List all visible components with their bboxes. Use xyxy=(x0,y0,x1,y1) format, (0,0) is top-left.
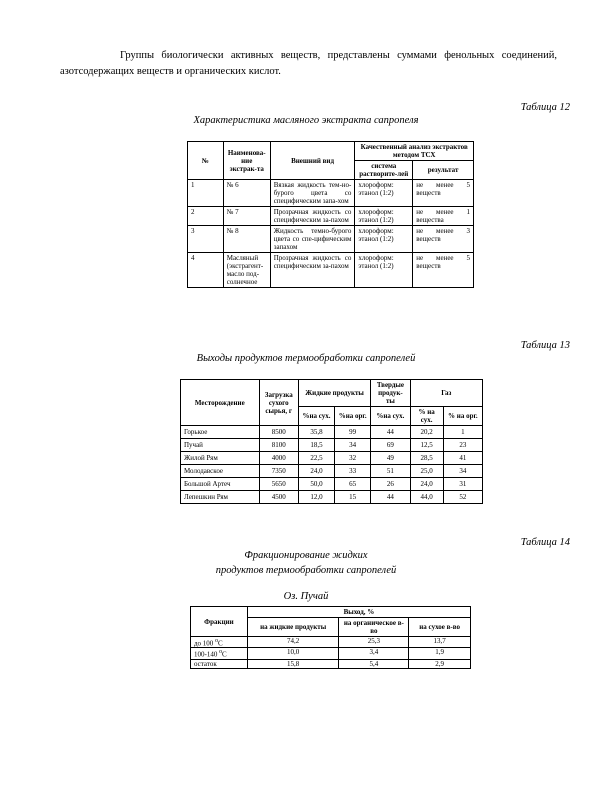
t12-cell-name: Масляный (экстрагент-масло под-солнечное xyxy=(223,253,270,288)
t13-cell-gas-dry: 24,0 xyxy=(410,478,443,491)
t13-cell-liquid-dry: 35,8 xyxy=(298,426,334,439)
t12-cell-appearance: Жидкость темно-бурого цвета со спе-цифическим запахом xyxy=(270,226,355,253)
t13-cell-load: 8100 xyxy=(259,439,298,452)
t14-header-organic: на органическое в-во xyxy=(339,618,409,637)
t13-header-solid: Твердые продук-ты xyxy=(371,380,410,407)
t13-cell-deposit: Лепешкин Рям xyxy=(181,491,260,504)
t13-cell-load: 4500 xyxy=(259,491,298,504)
t13-header-deposit: Месторождение xyxy=(181,380,260,426)
t13-cell-gas-dry: 12,5 xyxy=(410,439,443,452)
t13-cell-deposit: Горькое xyxy=(181,426,260,439)
t13-cell-liquid-dry: 50,0 xyxy=(298,478,334,491)
t13-cell-gas-dry: 44,0 xyxy=(410,491,443,504)
t13-cell-liquid-org: 15 xyxy=(335,491,371,504)
t13-cell-liquid-org: 65 xyxy=(335,478,371,491)
t13-header-pct-dry-solid: %на сух. xyxy=(371,407,410,426)
t12-header-name: Наименова-ние экстрак-та xyxy=(223,142,270,180)
table-row xyxy=(188,253,474,288)
t13-cell-load: 4000 xyxy=(259,452,298,465)
t14-cell-liquid: 74,2 xyxy=(247,637,339,648)
t13-cell-liquid-dry: 22,5 xyxy=(298,452,334,465)
table13-label: Таблица 13 xyxy=(520,340,570,351)
t13-cell-deposit: Молодавское xyxy=(181,465,260,478)
t12-header-analysis: Качественный анализ экстрактов методом ТСХ xyxy=(355,142,474,161)
t14-header-yield: Выход, % xyxy=(247,607,470,618)
t14-fraction-text: до 100 xyxy=(194,639,214,648)
t13-cell-gas-dry: 20,2 xyxy=(410,426,443,439)
t14-cell-liquid: 15,8 xyxy=(247,659,339,668)
t12-cell-num: 4 xyxy=(188,253,224,288)
t12-cell-result: не менее 5 веществ xyxy=(413,180,474,207)
t14-cell-dry: 13,7 xyxy=(409,637,471,648)
table-row xyxy=(181,478,483,491)
t12-cell-num: 3 xyxy=(188,226,224,253)
t14-unit: C xyxy=(217,639,223,648)
table14-subtitle: Оз. Пучай xyxy=(283,591,329,602)
table14-title-line1: Фракционирование жидких xyxy=(244,550,368,561)
t14-cell-liquid: 10,0 xyxy=(247,648,339,659)
t12-cell-result: не менее 3 веществ xyxy=(413,226,474,253)
t14-cell-organic: 25,3 xyxy=(339,637,409,648)
t13-cell-gas-dry: 25,0 xyxy=(410,465,443,478)
t13-cell-liquid-org: 33 xyxy=(335,465,371,478)
t14-cell-fraction xyxy=(191,637,248,648)
t12-cell-system: хлороформ: этанол (1:2) xyxy=(355,180,413,207)
table-row xyxy=(191,659,471,668)
table-row xyxy=(181,465,483,478)
t12-cell-num: 2 xyxy=(188,207,224,226)
t14-header-fraction: Фракции xyxy=(191,607,248,637)
t13-cell-gas-org: 41 xyxy=(443,452,482,465)
table12-label: Таблица 12 xyxy=(520,102,570,113)
t13-cell-load: 5650 xyxy=(259,478,298,491)
t13-cell-solid: 44 xyxy=(371,491,410,504)
t13-header-pct-dry-gas: % на сух. xyxy=(410,407,443,426)
t12-cell-system: хлороформ: этанол (1:2) xyxy=(355,253,413,288)
t14-cell-dry: 2,9 xyxy=(409,659,471,668)
t14-degree-sup: o xyxy=(215,638,218,644)
t13-header-liquid: Жидкие продукты xyxy=(298,380,370,407)
t12-cell-name: № 6 xyxy=(223,180,270,207)
t12-cell-num: 1 xyxy=(188,180,224,207)
t13-header-gas: Газ xyxy=(410,380,482,407)
t13-cell-load: 8500 xyxy=(259,426,298,439)
t13-cell-gas-org: 52 xyxy=(443,491,482,504)
t12-cell-appearance: Прозрачная жидкость со специфическим за-пахом xyxy=(270,207,355,226)
t13-cell-liquid-org: 99 xyxy=(335,426,371,439)
t12-cell-name: № 7 xyxy=(223,207,270,226)
t13-cell-deposit: Жилой Рям xyxy=(181,452,260,465)
t13-cell-liquid-dry: 18,5 xyxy=(298,439,334,452)
t13-cell-load: 7350 xyxy=(259,465,298,478)
t14-cell-organic: 5,4 xyxy=(339,659,409,668)
table-row xyxy=(181,439,483,452)
t12-header-num: № xyxy=(188,142,224,180)
table-row xyxy=(188,207,474,226)
t14-cell-organic: 3,4 xyxy=(339,648,409,659)
t14-fraction-text: остаток xyxy=(194,659,217,668)
t14-cell-fraction xyxy=(191,648,248,659)
t13-cell-liquid-dry: 24,0 xyxy=(298,465,334,478)
t13-cell-solid: 49 xyxy=(371,452,410,465)
t14-unit: C xyxy=(222,650,227,659)
table-row xyxy=(181,426,483,439)
table13-title: Выходы продуктов термообработки сапропелей xyxy=(196,353,416,364)
t13-cell-gas-org: 1 xyxy=(443,426,482,439)
table13 xyxy=(180,379,483,504)
table-row xyxy=(181,452,483,465)
table-row xyxy=(188,180,474,207)
table14-title-line2: продуктов термообработки сапропелей xyxy=(215,565,397,576)
t13-cell-solid: 44 xyxy=(371,426,410,439)
t13-header-load: Загрузка сухого сырья, г xyxy=(259,380,298,426)
table-row xyxy=(191,648,471,659)
t13-cell-solid: 51 xyxy=(371,465,410,478)
t12-cell-name: № 8 xyxy=(223,226,270,253)
intro-paragraph: Группы биологически активных веществ, представлены суммами фенольных соединений, азотсодержащих веществ и органических кислот. xyxy=(60,50,557,77)
t13-header-pct-org: %на орг. xyxy=(335,407,371,426)
t13-cell-liquid-org: 32 xyxy=(335,452,371,465)
t13-cell-gas-org: 34 xyxy=(443,465,482,478)
t13-cell-solid: 26 xyxy=(371,478,410,491)
table-row xyxy=(188,226,474,253)
t13-cell-liquid-org: 34 xyxy=(335,439,371,452)
t14-cell-fraction xyxy=(191,659,248,668)
t13-header-pct-org-gas: % на орг. xyxy=(443,407,482,426)
t14-header-liquid: на жидкие продукты xyxy=(247,618,339,637)
t12-cell-result: не менее 5 веществ xyxy=(413,253,474,288)
t13-cell-solid: 69 xyxy=(371,439,410,452)
table-row xyxy=(181,491,483,504)
t14-degree-sup: o xyxy=(219,649,223,656)
t12-cell-system: хлороформ: этанол (1:2) xyxy=(355,226,413,253)
t13-cell-liquid-dry: 12,0 xyxy=(298,491,334,504)
t14-cell-dry: 1,9 xyxy=(409,648,471,659)
t14-header-dry: на сухое в-во xyxy=(409,618,471,637)
t13-cell-gas-org: 23 xyxy=(443,439,482,452)
t12-cell-result: не менее 1 вещества xyxy=(413,207,474,226)
t13-header-pct-dry: %на сух. xyxy=(298,407,334,426)
t12-cell-appearance: Вязкая жидкость тем-но-бурого цвета со специфическим запа-хом xyxy=(270,180,355,207)
table14 xyxy=(190,606,471,669)
t12-header-appearance: Внешний вид xyxy=(270,142,355,180)
t12-header-result: результат xyxy=(413,161,474,180)
table12 xyxy=(187,141,474,288)
table14-label: Таблица 14 xyxy=(520,537,570,548)
t12-header-system: система растворите-лей xyxy=(355,161,413,180)
t13-cell-deposit: Большой Артеч xyxy=(181,478,260,491)
t13-cell-deposit: Пучай xyxy=(181,439,260,452)
t12-cell-appearance: Прозрачная жидкость со специфическим за-пахом xyxy=(270,253,355,288)
t14-fraction-text: 100-140 xyxy=(194,650,218,659)
t13-cell-gas-org: 31 xyxy=(443,478,482,491)
t12-cell-system: хлороформ: этанол (1:2) xyxy=(355,207,413,226)
table-row xyxy=(191,637,471,648)
table12-title: Характеристика масляного экстракта сапропеля xyxy=(193,115,419,126)
t13-cell-gas-dry: 28,5 xyxy=(410,452,443,465)
